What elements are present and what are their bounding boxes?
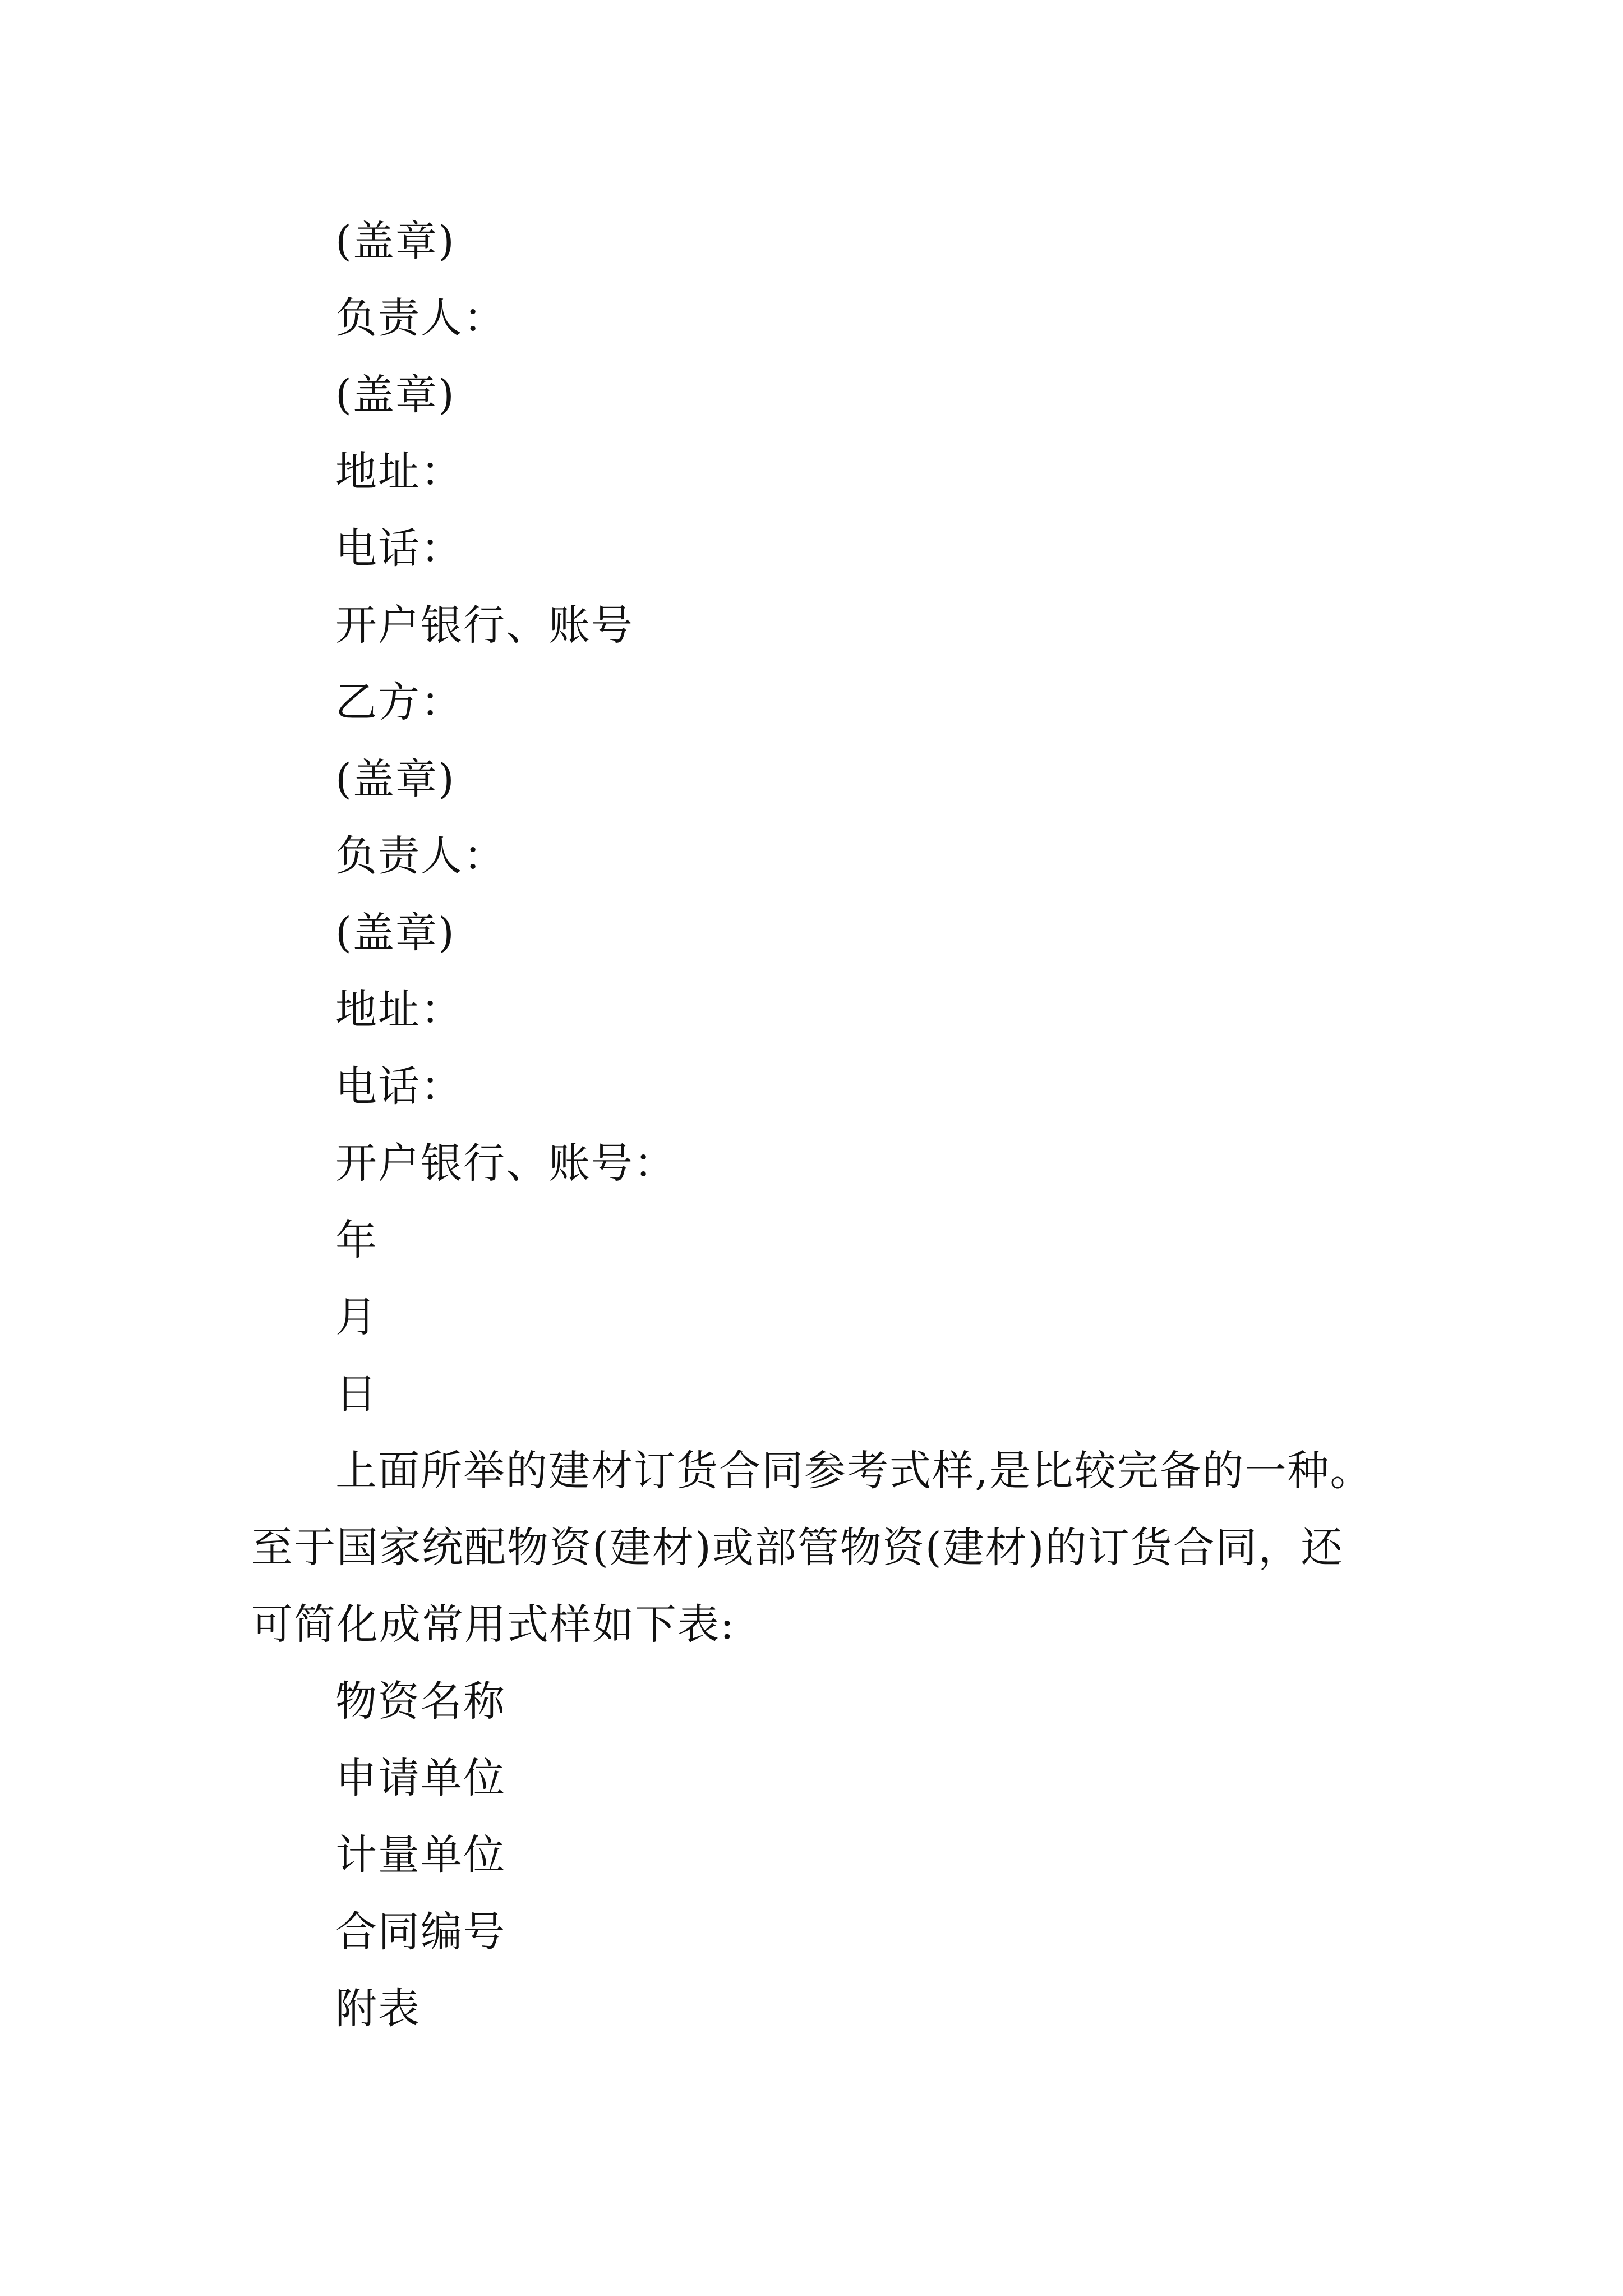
phone-line-1: 电话： [335, 524, 463, 573]
applicant-unit-line: 申请单位 [335, 1754, 506, 1802]
document-body [251, 203, 1384, 2047]
address-line-2: 地址： [335, 986, 463, 1034]
address-line-1: 地址： [335, 448, 463, 496]
bank-account-line-1: 开户银行、账号 [335, 601, 634, 650]
material-name-line: 物资名称 [335, 1677, 506, 1726]
party-b-line: 乙方： [335, 678, 463, 726]
month-line: 月 [335, 1293, 378, 1341]
phone-line-2: 电话： [335, 1062, 463, 1111]
bank-account-line-2: 开户银行、账号： [335, 1139, 676, 1188]
contract-number-line: 合同编号 [335, 1908, 506, 1956]
explanation-paragraph: 上面所举的建材订货合同参考式样,是比较完备的一种。至于国家统配物资(建材)或部管物资(建材)的订货合同，还可简化成常用式样如下表: [251, 1447, 1373, 1649]
seal-line-4: (盖章) [335, 909, 455, 957]
seal-line-3: (盖章) [335, 755, 455, 803]
person-in-charge-line-1: 负责人： [335, 294, 506, 342]
attachment-line: 附表 [335, 1985, 421, 2033]
person-in-charge-line-2: 负责人： [335, 832, 506, 880]
seal-line-2: (盖章) [335, 371, 455, 419]
day-line: 日 [335, 1370, 378, 1418]
seal-line-1: (盖章) [335, 217, 455, 265]
year-line: 年 [335, 1216, 378, 1264]
measurement-unit-line: 计量单位 [335, 1831, 506, 1879]
